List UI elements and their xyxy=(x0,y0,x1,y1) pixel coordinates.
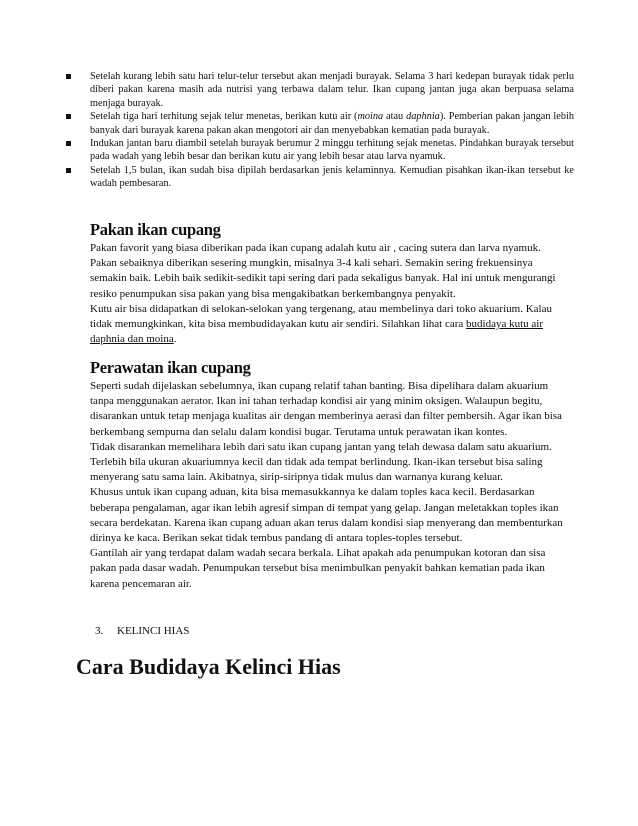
square-bullet-icon xyxy=(66,141,71,146)
paragraph-text: Kutu air bisa didapatkan di selokan-selokan yang tergenang, atau membelinya dari toko akuarium. Kalau tidak memungkinkan, kita bisa membudidayakan kutu air sendiri. Silahkan lihat cara xyxy=(90,302,552,331)
perawatan-section xyxy=(90,358,566,592)
bullet-item xyxy=(62,164,574,191)
bullet-text: Setelah kurang lebih satu hari telur-telur tersebut akan menjadi burayak. Selama 3 hari kedepan burayak tidak perlu diberi pakan karena masih ada nutrisi yang terbawa dalam telur. Ikan cupang jantan juga akan berpuasa selama menjaga burayak. xyxy=(90,71,574,109)
list-label: KELINCI HIAS xyxy=(117,625,190,637)
square-bullet-icon xyxy=(66,74,71,79)
square-bullet-icon xyxy=(66,114,71,119)
bullet-item xyxy=(62,110,574,137)
bullet-text: Indukan jantan baru diambil setelah burayak berumur 2 minggu terhitung sejak menetas. Pindahkan burayak tersebut pada wadah yang lebih besar dan berikan kutu air yang lebih besar atau larva nyamuk. xyxy=(90,138,574,163)
bullet-list xyxy=(62,70,574,191)
paragraph: Khusus untuk ikan cupang aduan, kita bisa memasukkannya ke dalam toples kaca kecil. Berdasarkan beberapa pengalaman, agar ikan lebih agresif simpan di tempat yang gelap. Jangan meletakkan toples ikan secara berdekatan. Karena ikan cupang aduan akan terus dalam kondisi siap menyerang dan membenturkan dirinya ke kaca. Berikan sekat tidak tembus pandang di antara toples-toples tersebut. xyxy=(90,486,563,545)
bullet-italic-term: daphnia xyxy=(406,111,440,123)
bullet-text: Setelah 1,5 bulan, ikan sudah bisa dipilah berdasarkan jenis kelaminnya. Kemudian pisahkan ikan-ikan tersebut ke wadah pembesaran. xyxy=(90,164,574,190)
bullet-italic-term: moina xyxy=(357,111,384,123)
bullet-text: ). Pemberian pakan jangan lebih banyak dari burayak karena pakan akan mengotori air dan menyebabkan kematian pada burayak. xyxy=(90,111,574,136)
paragraph: Tidak disarankan memelihara lebih dari satu ikan cupang jantan yang telah dewasa dalam satu akuarium. Terlebih bila ukuran akuariumnya kecil dan tidak ada tempat berlindung. Ikan-ikan tersebut bisa saling menyerang satu sama lain. Akibatnya, sirip-siripnya tidak mulus dan warnanya kurang keluar. xyxy=(90,440,552,484)
paragraph: Pakan favorit yang biasa diberikan pada ikan cupang adalah kutu air , cacing sutera dan larva nyamuk. Pakan sebaiknya diberikan sesering mungkin, misalnya 3-4 kali sehari. Semakin sering frekuensinya semakin baik. Lebih baik sedikit-sedikit tapi sering dari pada sekaligus banyak. Hal ini untuk mengurangi resiko penumpukan sisa pakan yang bisa mengakibatkan berkembangnya penyakit. xyxy=(90,242,556,300)
bullet-text: atau xyxy=(383,111,407,123)
pakan-section xyxy=(90,220,566,347)
page-title: Cara Budidaya Kelinci Hias xyxy=(76,654,341,679)
bullet-item xyxy=(62,70,574,110)
budidaya-kutu-air-link[interactable]: budidaya kutu air daphnia dan moina xyxy=(90,318,544,346)
paragraph xyxy=(90,302,566,348)
square-bullet-icon xyxy=(66,168,71,173)
paragraph: Seperti sudah dijelaskan sebelumnya, ikan cupang relatif tahan banting. Bisa dipelihara dalam akuarium tanpa menggunakan aerator. Ikan ini tahan terhadap kondisi air yang minim oksigen. Walaupun begitu, disarankan untuk tetap menjaga kualitas air dengan memberinya aerasi dan filter pembersih. Agar ikan bisa berkembang sempurna dan selalu dalam kondisi bugar. Terutama untuk perawatan ikan kontes. xyxy=(90,380,562,438)
bullet-item xyxy=(62,137,574,164)
bullet-text: Setelah tiga hari terhitung sejak telur menetas, berikan kutu air ( xyxy=(90,111,358,123)
paragraph: Gantilah air yang terdapat dalam wadah secara berkala. Lihat apakah ada penumpukan kotoran dan sisa pakan pada dasar wadah. Penumpukan tersebut bisa menimbulkan penyakit bahkan kematian pada ikan karena pencemaran air. xyxy=(90,547,546,590)
numbered-item xyxy=(95,624,189,639)
list-number: 3. xyxy=(95,625,104,637)
section-heading: Perawatan ikan cupang xyxy=(90,358,251,377)
paragraph-text: . xyxy=(173,333,177,346)
section-heading: Pakan ikan cupang xyxy=(90,220,221,239)
